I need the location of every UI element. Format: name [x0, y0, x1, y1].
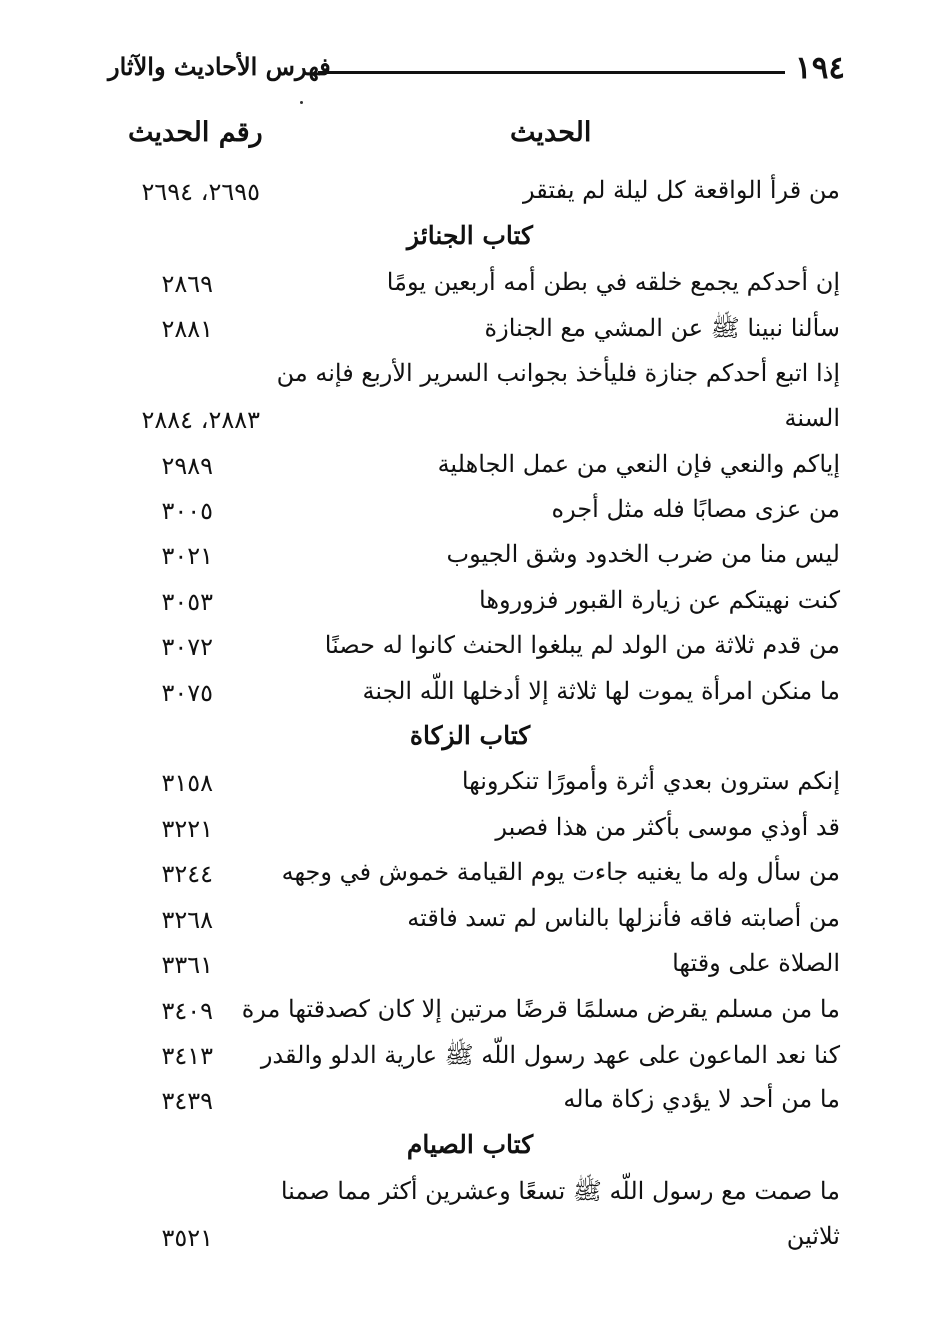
- index-entry: [100, 858, 840, 902]
- hadith-text: ليس منا من ضرب الخدود وشق الجيوب: [446, 540, 840, 568]
- index-entry: [100, 268, 840, 312]
- hadith-text: من سأل وله ما يغنيه جاءت يوم القيامة خموش في وجهه: [281, 858, 840, 886]
- index-entry: [100, 631, 840, 675]
- header-rule: [318, 71, 785, 74]
- hadith-text: ما من مسلم يقرض مسلمًا قرضًا مرتين إلا كان كصدقتها مرة: [241, 995, 840, 1023]
- index-entry: [100, 1222, 840, 1266]
- hadith-number: ٣٤٣٩: [161, 1087, 213, 1115]
- index-entry: [100, 495, 840, 539]
- hadith-text: من أصابته فاقه فأنزلها بالناس لم تسد فاقته: [407, 904, 840, 932]
- index-entry: [100, 767, 840, 811]
- hadith-number: ٣٠٢١: [161, 542, 213, 570]
- hadith-number: ٣٢٤٤: [161, 860, 213, 888]
- column-heading-hadith: الحديث: [510, 117, 592, 148]
- hadith-text: سألنا نبينا ﷺ عن المشي مع الجنازة: [484, 314, 840, 342]
- index-entry: [100, 359, 840, 403]
- page-number: ١٩٤: [795, 50, 845, 86]
- index-entry: [100, 404, 840, 448]
- hadith-text: إياكم والنعي فإن النعي من عمل الجاهلية: [437, 450, 840, 478]
- hadith-number: ٣٤١٣: [161, 1042, 213, 1070]
- hadith-text: من قرأ الواقعة كل ليلة لم يفتقر: [523, 176, 840, 204]
- page-header: [108, 50, 845, 98]
- index-entry: [100, 949, 840, 993]
- index-entry: [100, 1176, 840, 1220]
- hadith-number: ٣٣٦١: [161, 951, 213, 979]
- index-entry: [100, 677, 840, 721]
- hadith-number: ٣٠٠٥: [161, 497, 213, 525]
- hadith-number: ٢٨٨٣، ٢٨٨٤: [141, 406, 260, 434]
- hadith-number: ٣٤٠٩: [161, 997, 213, 1025]
- print-speck: [300, 101, 303, 104]
- hadith-number: ٣١٥٨: [161, 769, 213, 797]
- section-heading: كتاب الصيام: [406, 1130, 534, 1159]
- hadith-text: السنة: [784, 404, 840, 432]
- hadith-text: ما من أحد لا يؤدي زكاة ماله: [563, 1085, 840, 1113]
- hadith-text: كنا نعد الماعون على عهد رسول اللّه ﷺ عارية الدلو والقدر: [260, 1041, 840, 1069]
- index-entry: [100, 904, 840, 948]
- hadith-text: من قدم ثلاثة من الولد لم يبلغوا الحنث كانوا له حصنًا: [324, 631, 840, 659]
- hadith-number: ٣٠٧٢: [161, 633, 213, 661]
- hadith-text: ثلاثين: [786, 1222, 840, 1250]
- hadith-text: قد أوذي موسى بأكثر من هذا فصبر: [495, 813, 840, 841]
- index-entry: [100, 586, 840, 630]
- hadith-number: ٢٨٦٩: [161, 270, 213, 298]
- hadith-text: كنت نهيتكم عن زيارة القبور فزوروها: [479, 586, 840, 614]
- section-heading: كتاب الزكاة: [409, 721, 531, 750]
- hadith-number: ٣٢٢١: [161, 815, 213, 843]
- hadith-text: ما منكن امرأة يموت لها ثلاثة إلا أدخلها اللّه الجنة: [362, 677, 840, 705]
- hadith-number: ٣٢٦٨: [161, 906, 213, 934]
- column-heading-number: رقم الحديث: [128, 117, 263, 148]
- hadith-text: إنكم سترون بعدي أثرة وأمورًا تنكرونها: [461, 767, 840, 795]
- hadith-number: ٣٥٢١: [161, 1224, 213, 1252]
- hadith-number: ٢٩٨٩: [161, 452, 213, 480]
- hadith-text: من عزى مصابًا فله مثل أجره: [551, 495, 840, 523]
- index-entry: [100, 313, 840, 357]
- hadith-number: ٢٨٨١: [161, 315, 213, 343]
- hadith-text: إن أحدكم يجمع خلقه في بطن أمه أربعين يومًا: [386, 268, 840, 296]
- hadith-number: ٢٦٩٥، ٢٦٩٤: [141, 178, 260, 206]
- index-entry: [100, 813, 840, 857]
- index-entry: [100, 995, 840, 1039]
- hadith-text: الصلاة على وقتها: [672, 949, 840, 977]
- hadith-number: ٣٠٧٥: [161, 679, 213, 707]
- index-entry: [100, 1040, 840, 1084]
- section-heading: كتاب الجنائز: [407, 221, 533, 250]
- hadith-text: إذا اتبع أحدكم جنازة فليأخذ بجوانب السرير الأربع فإنه من: [276, 359, 840, 387]
- hadith-text: ما صمت مع رسول اللّه ﷺ تسعًا وعشرين أكثر مما صمنا: [280, 1177, 840, 1205]
- index-entry: [100, 450, 840, 494]
- index-entry: [100, 1085, 840, 1129]
- index-entry: [100, 176, 840, 220]
- index-entry: [100, 540, 840, 584]
- running-title: فهرس الأحاديث والآثار: [108, 52, 331, 81]
- hadith-number: ٣٠٥٣: [161, 588, 213, 616]
